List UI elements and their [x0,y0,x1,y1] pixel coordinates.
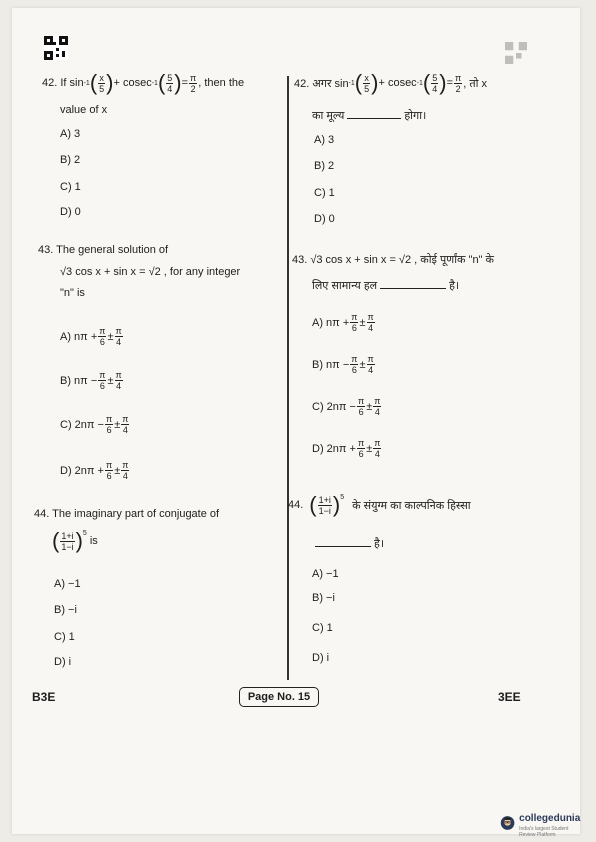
q44-en-option-a[interactable]: A) −1 [54,578,81,590]
q43-hi-line2b: है। [449,280,460,292]
q42-hi-option-d[interactable]: D) 0 [314,213,335,225]
q43-en-option-a[interactable]: A) nπ + $\frac{\pi}{6}$ ± $\frac{\pi}{4}$ [60,326,122,347]
answer-blank [315,536,371,547]
q43-en-option-b[interactable]: B) nπ − $\frac{\pi}{6}$ ± $\frac{\pi}{4}$ [60,370,122,391]
q42-hi-plus: + cosec [378,77,417,89]
q42-hi-line2b: होगा। [404,110,427,122]
q42-en-frac-pi2: $\frac{\pi}{2}$ [190,72,197,94]
paren-open: ( [89,70,98,95]
paren-open: ( [157,70,166,95]
q43-hi-line1: 43. √3 cos x + sin x = √2 , कोई पूर्णांक "n" के [292,254,494,266]
paren-close: ) [371,70,379,95]
q42-en-sup: -1 [83,79,90,87]
paren-open: ( [422,70,431,95]
answer-blank [380,278,446,289]
q42-en-option-a[interactable]: A) 3 [60,128,81,140]
qr-code-icon [44,36,68,60]
q42-en-plus: + cosec [113,77,152,89]
q42-en-line2: value of x [60,104,108,116]
q42-en-eq: = [181,77,189,89]
q42-hi-option-c[interactable]: C) 1 [314,187,335,199]
paren-close: ) [75,528,83,553]
q42-hi-line2a: का मूल्य [312,110,345,122]
booklet-code-right: 3EE [498,690,521,704]
q44-hi-option-d[interactable]: D) i [312,652,330,664]
q44-hi-stem: 44. ( $\frac{1+i}{1-i}$ ) $^5$ के संयुग्म का काल्पनिक हिस्सा [288,492,471,517]
paren-open: ( [52,528,60,553]
q43-hi-option-b[interactable]: B) nπ − $\frac{\pi}{6}$ ± $\frac{\pi}{4}$ [312,354,374,375]
q42-hi-sup2: -1 [416,79,423,87]
q42-en-frac-54: $\frac{5}{4}$ [167,72,173,94]
q42-hi-tail: , तो x [463,77,488,90]
q42-en-option-b[interactable]: B) 2 [60,154,81,166]
q43-hi-option-c[interactable]: C) 2nπ − $\frac{\pi}{6}$ ± $\frac{\pi}{4}$ [312,396,381,417]
q44-hi-number: 44. [288,499,304,511]
q42-hi-sup: -1 [348,79,355,87]
brand-name: collegedunia [519,813,581,824]
q42-hi-frac-x5: $\frac{x}{5}$ [364,72,370,94]
q43-hi-option-a[interactable]: A) nπ + $\frac{\pi}{6}$ ± $\frac{\pi}{4}$ [312,312,374,333]
brand-tagline: India's largest Student Review Platform [519,826,569,838]
q43-hi-line2a: लिए सामान्य हल [312,280,378,292]
q42-en-sup2: -1 [151,79,158,87]
q44-hi-option-a[interactable]: A) −1 [312,568,339,580]
q42-en-tail: , then the [198,77,245,89]
q42-en-option-c[interactable]: C) 1 [60,181,81,193]
q44-hi-option-b[interactable]: B) −i [312,592,335,604]
q42-en-option-d[interactable]: D) 0 [60,206,81,218]
q42-hi-option-b[interactable]: B) 2 [314,160,335,172]
paren-open: ( [354,70,363,95]
qr-code-faint-icon [504,42,528,64]
column-divider [287,76,289,680]
q43-hi-line2 [312,278,459,293]
paren-close: ) [439,70,447,95]
q43-en-line1: 43. The general solution of [38,244,169,256]
q42-en-stem [42,72,244,94]
q43-en-option-d[interactable]: D) 2nπ + $\frac{\pi}{6}$ ± $\frac{\pi}{4}$ [60,460,129,481]
q42-hi-stem [294,72,487,94]
q44-en-option-b[interactable]: B) −i [54,604,77,616]
q42-hi-eq: = [446,77,454,89]
q43-en-option-c[interactable]: C) 2nπ − $\frac{\pi}{6}$ ± $\frac{\pi}{4}$ [60,414,129,435]
page-number-box [239,687,319,707]
answer-blank [347,108,401,119]
q44-hi-option-c[interactable]: C) 1 [312,622,333,634]
q42-hi-frac-54: $\frac{5}{4}$ [432,72,438,94]
q44-hi-line2-text: है। [374,538,385,550]
collegedunia-logo [500,808,585,838]
student-avatar-icon [500,813,515,833]
q43-hi-option-d[interactable]: D) 2nπ + $\frac{\pi}{6}$ ± $\frac{\pi}{4}$ [312,438,381,459]
q42-hi-frac-pi2: $\frac{\pi}{2}$ [455,72,462,94]
q42-hi-line2 [312,108,426,123]
q42-hi-number: 42. अगर sin [294,77,349,90]
q44-en-option-c[interactable]: C) 1 [54,631,75,643]
q44-en-option-d[interactable]: D) i [54,656,72,668]
exam-page [12,8,581,838]
booklet-code-left: B3E [32,690,56,704]
q44-en-expression: ( $\frac{1+i}{1-i}$ ) $^5$ is [52,528,98,553]
paren-close: ) [174,70,182,95]
q42-hi-option-a[interactable]: A) 3 [314,134,335,146]
paren-close: ) [332,492,341,517]
paren-close: ) [106,70,114,95]
q43-en-line2: √3 cos x + sin x = √2 , for any integer [60,266,241,278]
q43-en-line3: "n" is [60,287,85,299]
q44-hi-line2 [312,536,384,551]
q42-en-number: 42. If sin [42,77,84,89]
page-number: Page No. 15 [247,691,311,703]
q44-en-line1: 44. The imaginary part of conjugate of [34,508,220,520]
paren-open: ( [309,492,317,517]
q42-en-frac-x5: $\frac{x}{5}$ [99,72,105,94]
